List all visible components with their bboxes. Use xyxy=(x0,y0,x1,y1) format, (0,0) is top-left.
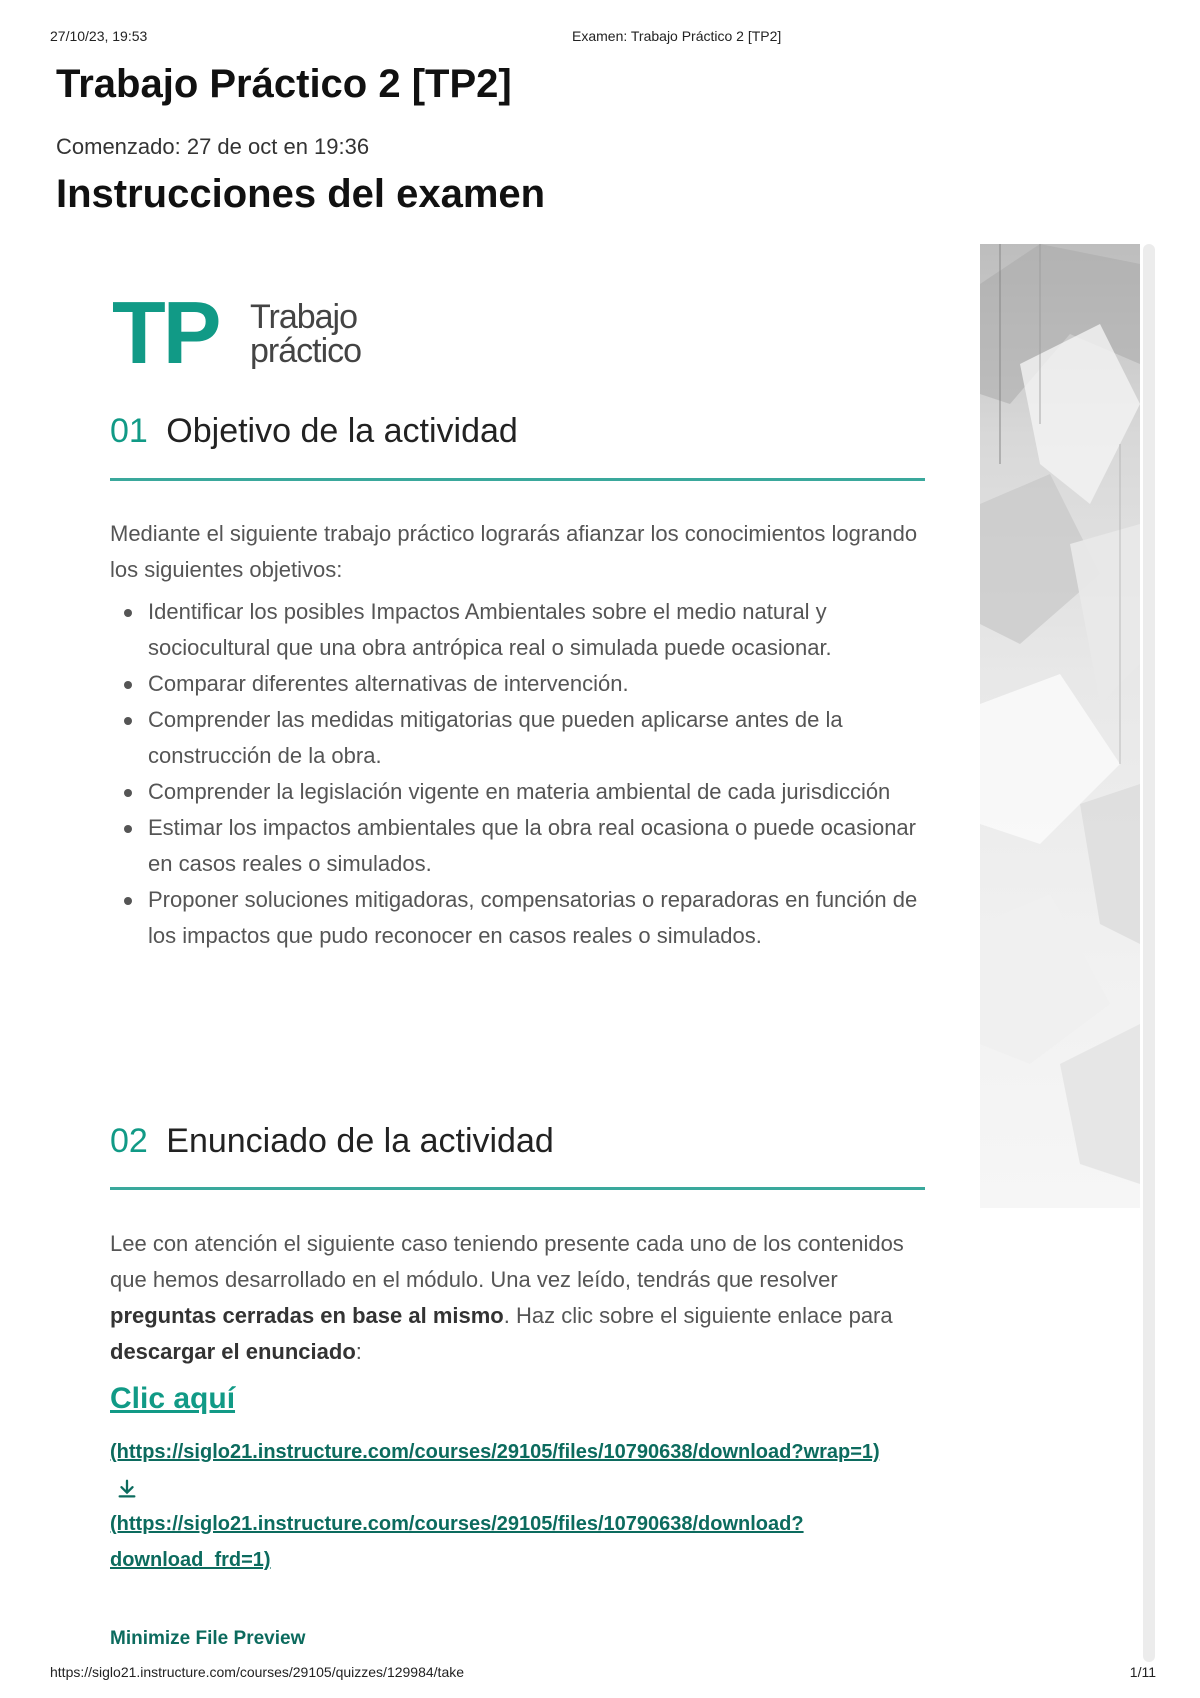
list-item: Proponer soluciones mitigadoras, compensatorias o reparadoras en función de los impactos que pudo reconocer en casos reales o simulados. xyxy=(110,882,925,954)
download-icon[interactable] xyxy=(116,1478,138,1500)
tp-logo xyxy=(110,283,925,382)
section-heading-objetivo xyxy=(110,412,925,451)
list-item: Identificar los posibles Impactos Ambientales sobre el medio natural y sociocultural que una obra antrópica real o simulada puede ocasionar. xyxy=(110,594,925,666)
section-heading-enunciado xyxy=(110,1122,925,1161)
list-item: Comprender las medidas mitigatorias que pueden aplicarse antes de la construcción de la obra. xyxy=(110,702,925,774)
section-number: 02 xyxy=(110,1122,148,1160)
decorative-side-image xyxy=(980,244,1140,1208)
file-link[interactable] xyxy=(110,1434,900,1506)
tp-logo-text xyxy=(250,300,361,368)
tp-logo-mark: TP xyxy=(112,283,219,382)
tp-logo-line1: Trabajo xyxy=(250,298,358,336)
print-header xyxy=(0,28,1200,48)
section-divider xyxy=(110,478,925,481)
list-item: Comprender la legislación vigente en materia ambiental de cada jurisdicción xyxy=(110,774,925,810)
enunciado-bold-text: preguntas cerradas en base al mismo xyxy=(110,1303,504,1328)
print-page-title: Examen: Trabajo Práctico 2 [TP2] xyxy=(572,28,782,44)
scrollbar[interactable] xyxy=(1143,244,1155,1662)
quiz-title: Trabajo Práctico 2 [TP2] xyxy=(56,62,512,106)
tp-logo-line2: práctico xyxy=(250,332,362,370)
enunciado-text-part: : xyxy=(355,1339,362,1364)
section-number: 01 xyxy=(110,412,148,450)
print-datetime: 27/10/23, 19:53 xyxy=(50,28,148,44)
enunciado-text-part: Lee con atención el siguiente caso teniendo presente cada uno de los contenidos que hemos desarrollado en el módulo. Una vez leído, tendrás que resolver xyxy=(110,1231,904,1292)
list-item: Estimar los impactos ambientales que la obra real ocasiona o puede ocasionar en casos reales o simulados. xyxy=(110,810,925,882)
list-item: Comparar diferentes alternativas de intervención. xyxy=(110,666,925,702)
instructions-heading: Instrucciones del examen xyxy=(56,172,546,216)
enunciado-bold-text: descargar el enunciado xyxy=(110,1339,356,1364)
clic-aqui-link[interactable]: Clic aquí xyxy=(110,1382,236,1415)
section-title: Enunciado de la actividad xyxy=(166,1122,554,1160)
enunciado-text xyxy=(110,1226,925,1370)
objectives-list xyxy=(110,594,925,954)
print-footer xyxy=(0,1664,1200,1684)
section-title: Objetivo de la actividad xyxy=(166,412,518,450)
concrete-structure-image xyxy=(980,244,1140,1208)
section-divider xyxy=(110,1187,925,1190)
file-link-url[interactable]: (https://siglo21.instructure.com/courses/29105/files/10790638/download?wrap=1) xyxy=(110,1441,880,1463)
objective-intro: Mediante el siguiente trabajo práctico lograrás afianzar los conocimientos logrando los siguientes objetivos: xyxy=(110,521,918,582)
download-link[interactable]: (https://siglo21.instructure.com/courses/29105/files/10790638/download?download_frd=1) xyxy=(110,1513,804,1571)
print-url: https://siglo21.instructure.com/courses/29105/quizzes/129984/take xyxy=(50,1664,465,1680)
quiz-instructions-content xyxy=(110,283,925,1649)
quiz-started-time: Comenzado: 27 de oct en 19:36 xyxy=(56,134,370,159)
enunciado-text-part: . Haz clic sobre el siguiente enlace para xyxy=(503,1303,893,1328)
minimize-file-preview-button[interactable]: Minimize File Preview xyxy=(110,1628,306,1649)
page-number: 1/11 xyxy=(1129,1664,1156,1680)
